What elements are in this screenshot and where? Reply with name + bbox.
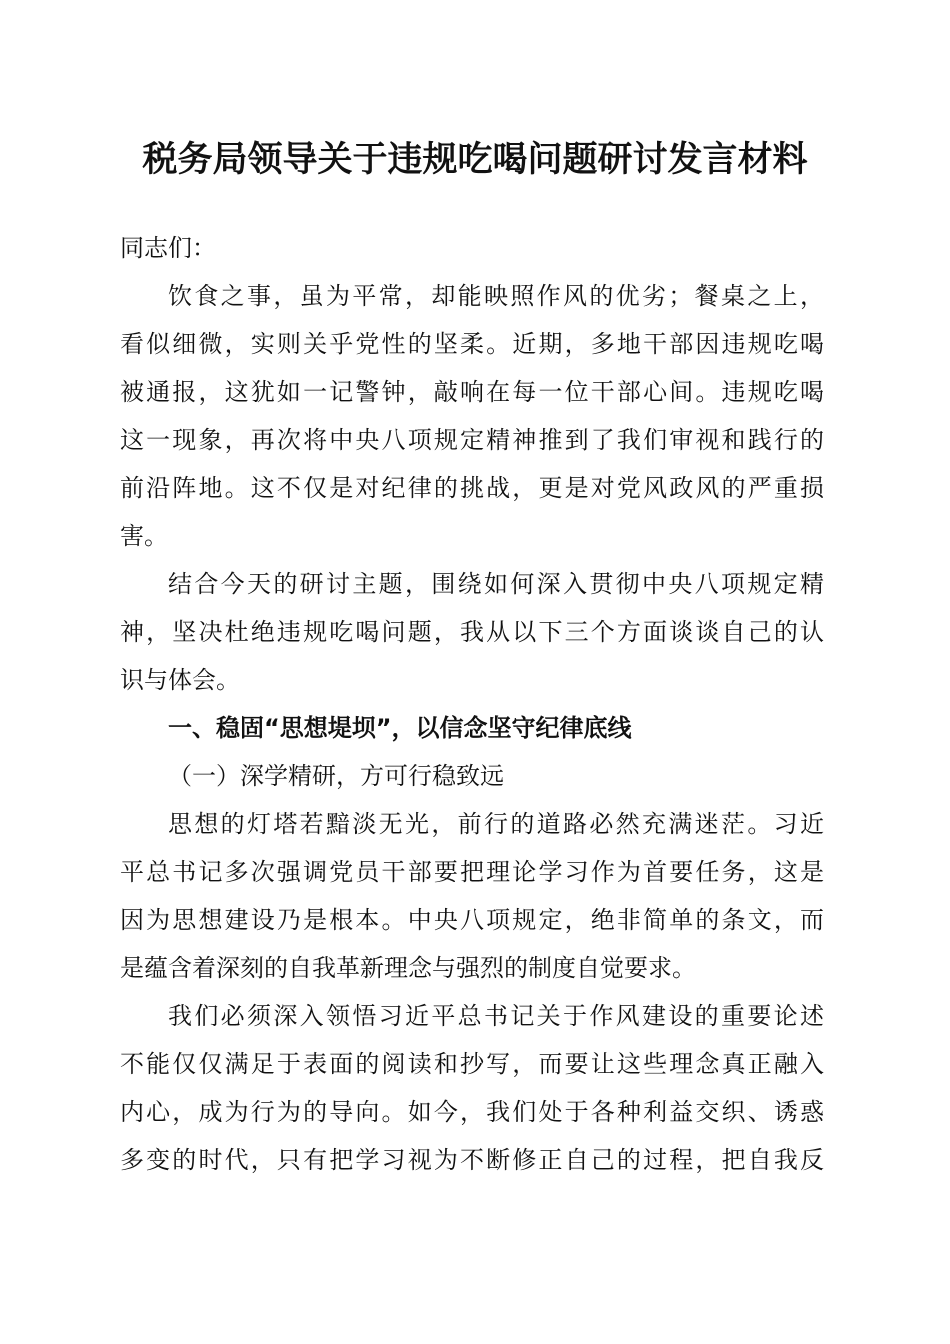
paragraph-line: 这一现象，再次将中央八项规定精神推到了我们审视和践行的 — [120, 426, 824, 454]
paragraph-line: 思想的灯塔若黯淡无光，前行的道路必然充满迷茫。习近 — [168, 810, 824, 838]
paragraph-line: 看似细微，实则关乎党性的坚柔。近期，多地干部因违规吃喝 — [120, 330, 824, 358]
paragraph-line: 是蕴含着深刻的自我革新理念与强烈的制度自觉要求。 — [120, 954, 696, 982]
paragraph-line: 平总书记多次强调党员干部要把理论学习作为首要任务，这是 — [120, 858, 824, 886]
paragraph-3 — [120, 800, 824, 992]
paragraph-line: 多变的时代，只有把学习视为不断修正自己的过程，把自我反 — [120, 1146, 824, 1174]
document-body — [120, 224, 824, 1184]
paragraph-line: 因为思想建设乃是根本。中央八项规定，绝非简单的条文，而 — [120, 906, 824, 934]
paragraph-line: 我们必须深入领悟习近平总书记关于作风建设的重要论述 — [168, 1002, 824, 1030]
paragraph-1 — [120, 272, 824, 560]
paragraph-2 — [120, 560, 824, 704]
paragraph-line: 不能仅仅满足于表面的阅读和抄写，而要让这些理念真正融入 — [120, 1050, 824, 1078]
paragraph-line: 内心，成为行为的导向。如今，我们处于各种利益交织、诱惑 — [120, 1098, 824, 1126]
paragraph-line: 结合今天的研讨主题，围绕如何深入贯彻中央八项规定精 — [168, 570, 824, 598]
document-title: 税务局领导关于违规吃喝问题研讨发言材料 — [142, 139, 808, 180]
paragraph-line: 饮食之事，虽为平常，却能映照作风的优劣；餐桌之上， — [168, 282, 824, 310]
subsection-heading: （一）深学精研，方可行稳致远 — [168, 762, 504, 790]
paragraph-line: 被通报，这犹如一记警钟，敲响在每一位干部心间。违规吃喝 — [120, 378, 824, 406]
salutation: 同志们： — [120, 234, 216, 262]
paragraph-4 — [120, 992, 824, 1184]
section-heading: 一、稳固“思想堤坝”，以信念坚守纪律底线 — [168, 714, 632, 742]
paragraph-line: 害。 — [120, 522, 168, 550]
paragraph-line: 前沿阵地。这不仅是对纪律的挑战，更是对党风政风的严重损 — [120, 474, 824, 502]
paragraph-line: 神，坚决杜绝违规吃喝问题，我从以下三个方面谈谈自己的认 — [120, 618, 824, 646]
paragraph-line: 识与体会。 — [120, 666, 240, 694]
